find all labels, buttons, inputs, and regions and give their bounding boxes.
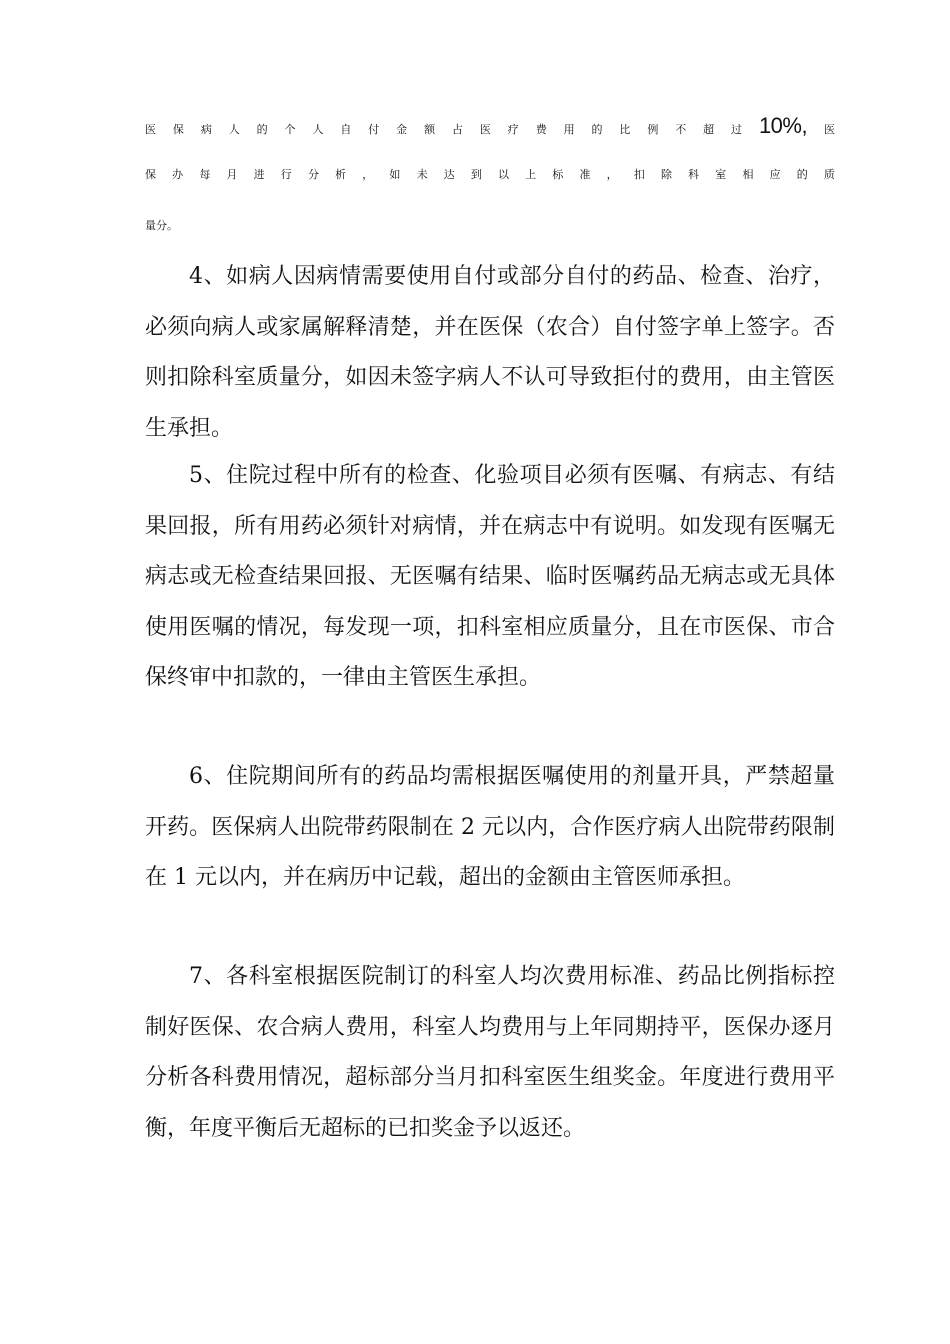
intro-char: 医: [824, 123, 835, 136]
intro-char: 不: [675, 123, 687, 136]
intro-char: 费: [535, 123, 547, 136]
paragraph-item-7: 7、各科室根据医院制订的科室人均次费用标准、药品比例指标控制好医保、农合病人费用，科室人均费用与上年同期持平，医保办逐月分析各科费用情况，超标部分当月扣科室医生组奖金。年度进行费用平衡，年度平衡后无超标的已扣奖金予以返还。: [145, 964, 835, 1141]
intro-char: 相: [742, 168, 754, 181]
intro-char: 保: [145, 168, 156, 181]
intro-char: 行: [280, 168, 292, 181]
intro-char: 医: [479, 123, 491, 136]
intro-char: 分: [307, 168, 319, 181]
intro-line-2: [145, 167, 835, 183]
intro-char: 医: [145, 123, 156, 136]
intro-char: 每: [199, 168, 211, 181]
intro-char: 自: [340, 123, 352, 136]
intro-char: 人: [312, 123, 324, 136]
intro-char: 办: [172, 168, 184, 181]
intro-char: 10%,: [758, 113, 808, 138]
intro-char: 用: [563, 123, 575, 136]
intro-char: 析: [335, 168, 347, 181]
paragraph-item-6: 6、住院期间所有的药品均需根据医嘱使用的剂量开具，严禁超量开药。医保病人出院带药限制在 2 元以内，合作医疗病人出院带药限制在 1 元以内，并在病历中记载，超出的金额由主管医师承担。: [145, 764, 835, 890]
intro-char: 上: [525, 168, 537, 181]
intro-char: ，: [606, 168, 618, 181]
intro-char: 过: [731, 123, 743, 136]
intro-char: 扣: [633, 168, 645, 181]
intro-char: 占: [451, 123, 463, 136]
intro-char: 到: [470, 168, 482, 181]
intro-char: 除: [660, 168, 672, 181]
intro-char: 科: [688, 168, 700, 181]
paragraph-item-4: 4、如病人因病情需要使用自付或部分自付的药品、检查、治疗，必须向病人或家属解释清楚，并在医保（农合）自付签字单上签字。否则扣除科室质量分，如因未签字病人不认可导致拒付的费用，由主管医生承担。: [145, 264, 835, 441]
intro-char: 保: [172, 123, 184, 136]
intro-char: 人: [228, 123, 240, 136]
intro-line-1: [145, 113, 835, 138]
intro-char: 金: [396, 123, 408, 136]
intro-char: 标: [552, 168, 564, 181]
intro-char: 的: [256, 123, 268, 136]
intro-char: 未: [416, 168, 428, 181]
intro-char: 的: [796, 168, 808, 181]
intro-char: 如: [389, 168, 401, 181]
intro-char: 以: [498, 168, 510, 181]
intro-char: 进: [253, 168, 265, 181]
intro-char: 比: [619, 123, 631, 136]
intro-char: ，: [362, 168, 374, 181]
intro-char: 超: [703, 123, 715, 136]
intro-char: 付: [368, 123, 380, 136]
intro-char: 例: [647, 123, 659, 136]
intro-char: 应: [769, 168, 781, 181]
intro-char: 疗: [507, 123, 519, 136]
intro-char: 准: [579, 168, 591, 181]
paragraph-item-5: 5、住院过程中所有的检查、化验项目必须有医嘱、有病志、有结果回报，所有用药必须针对病情，并在病志中有说明。如发现有医嘱无病志或无检查结果回报、无医嘱有结果、临时医嘱药品无病志或无具体使用医嘱的情况，每发现一项，扣科室相应质量分，且在市医保、市合保终审中扣款的，一律由主管医生承担。: [145, 463, 835, 690]
intro-char: 的: [591, 123, 603, 136]
intro-char: 月: [226, 168, 238, 181]
intro-char: 室: [715, 168, 727, 181]
intro-char: 达: [443, 168, 455, 181]
intro-char: 病: [200, 123, 212, 136]
intro-line-3: 量分。: [145, 219, 178, 232]
intro-char: 个: [284, 123, 296, 136]
intro-char: 质: [823, 168, 835, 181]
intro-char: 额: [424, 123, 436, 136]
